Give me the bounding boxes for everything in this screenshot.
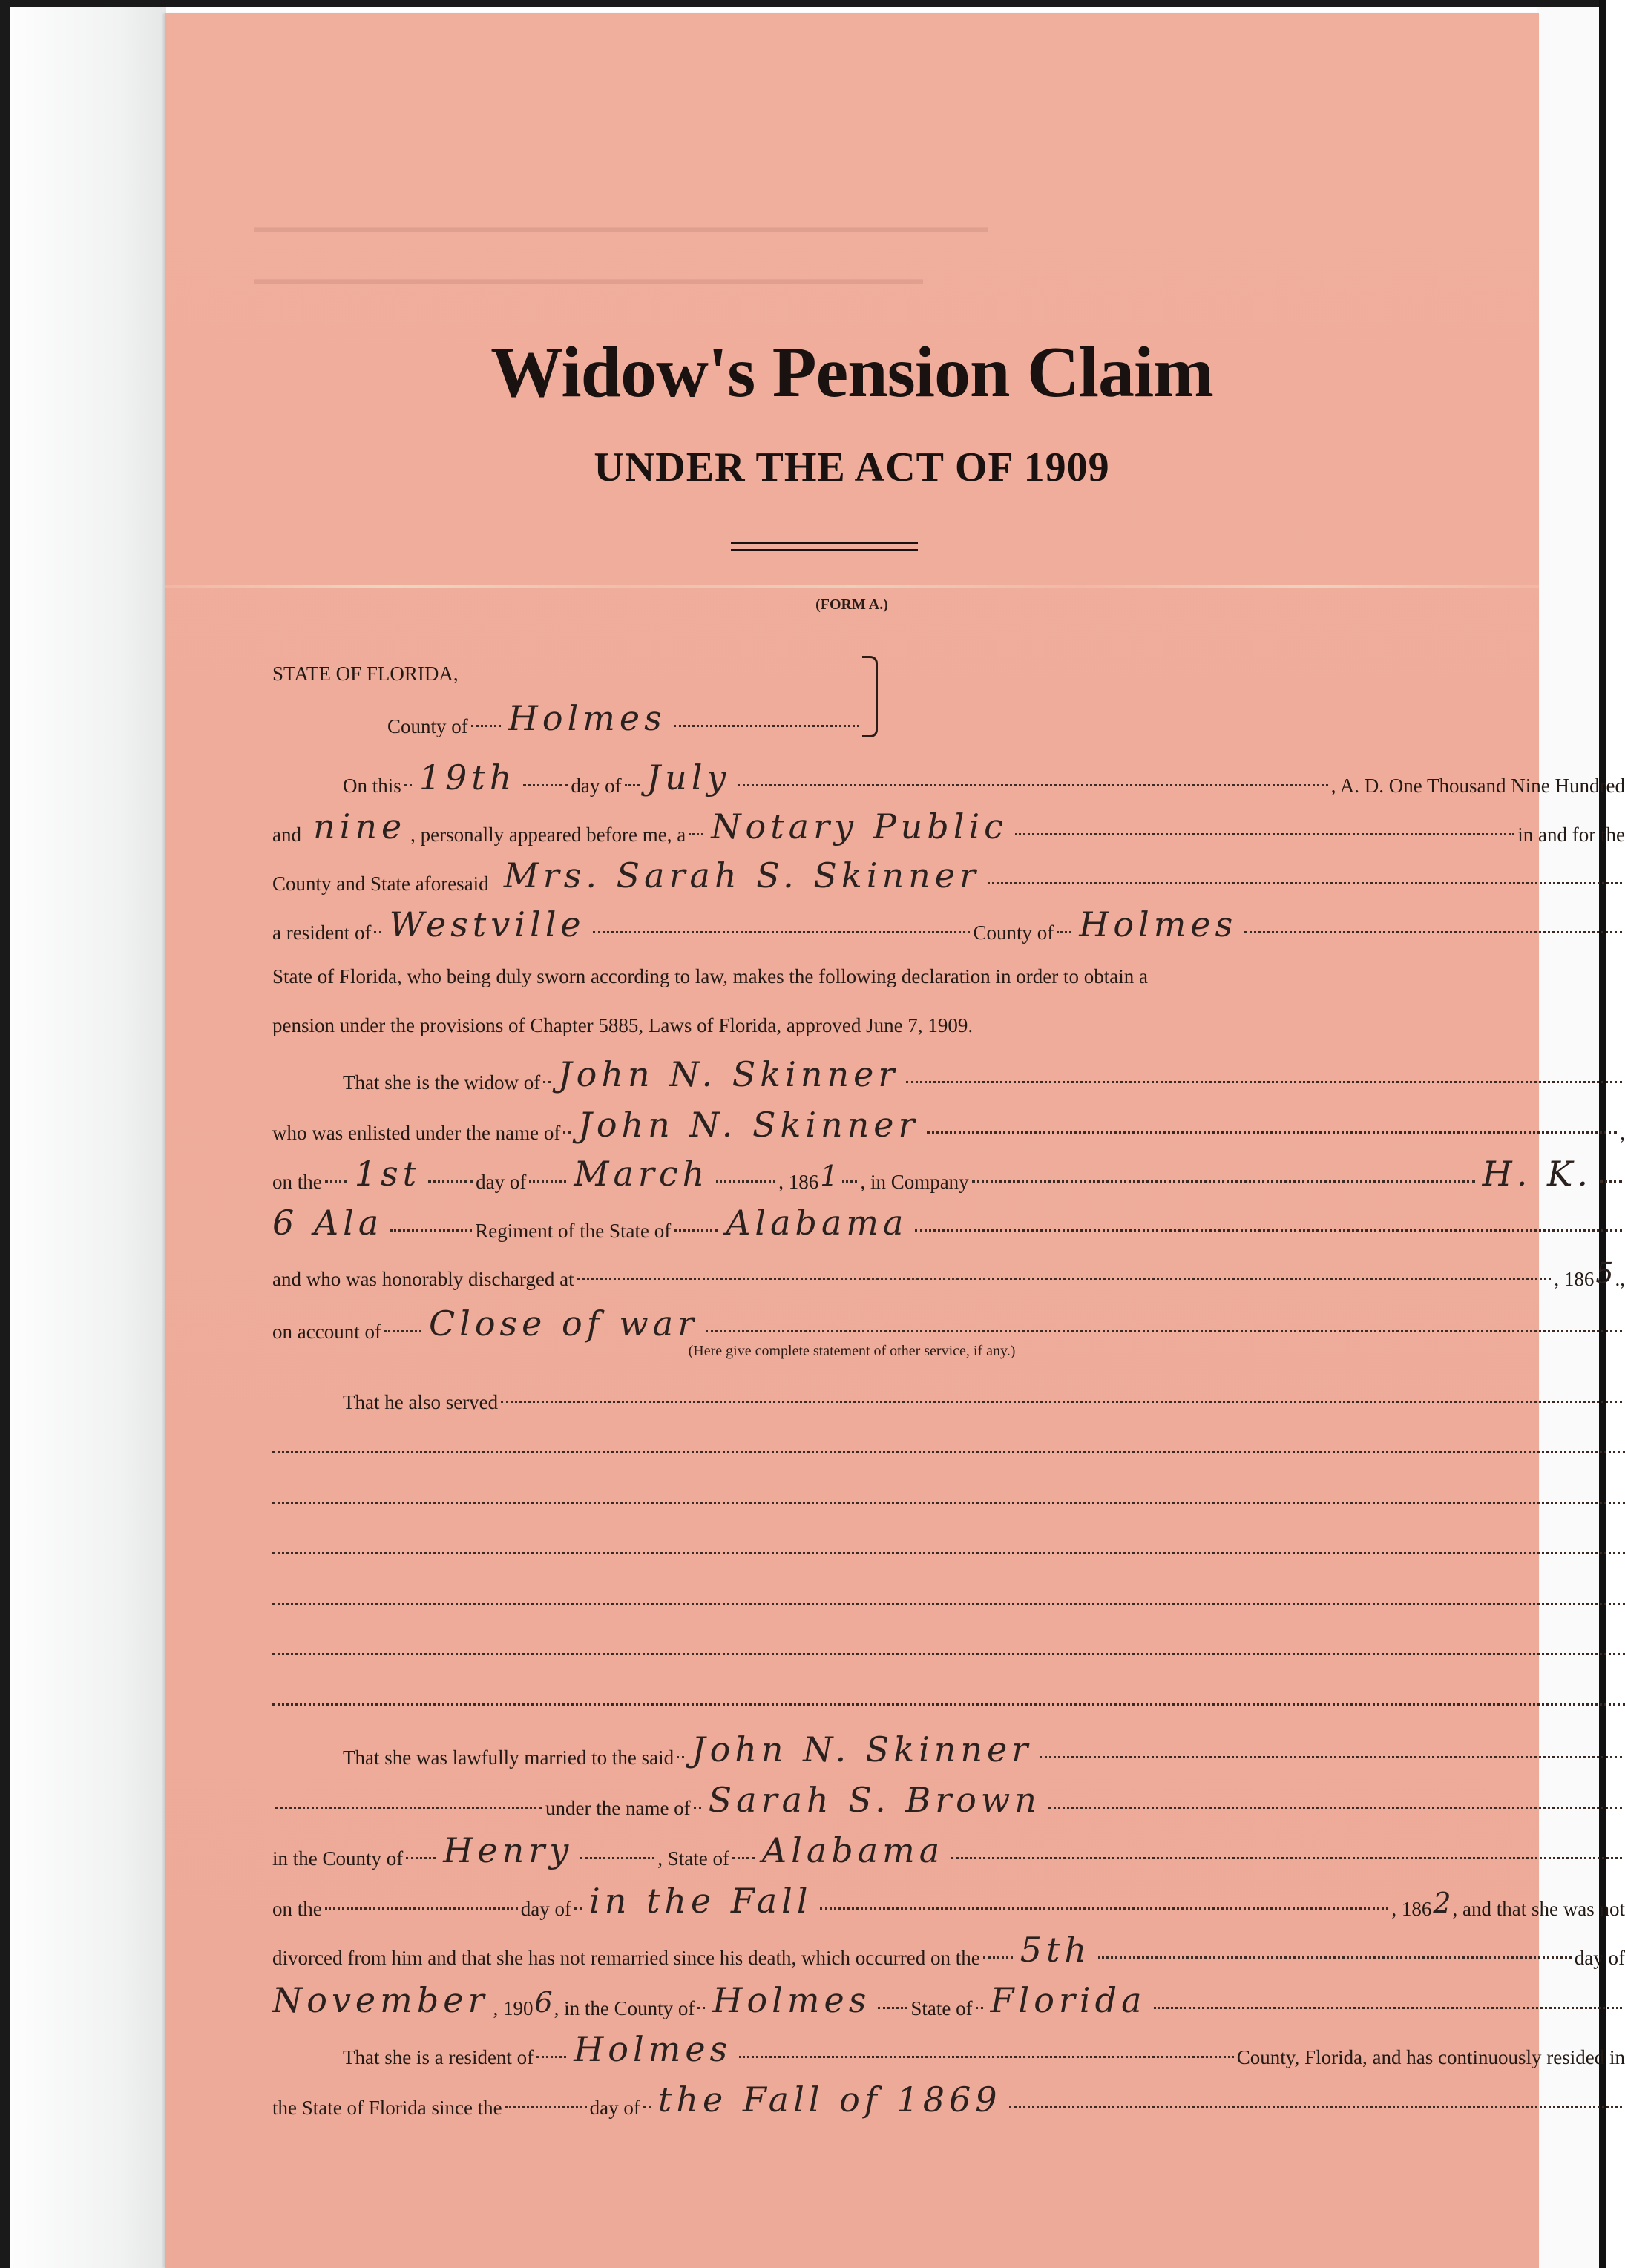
widow-line [343,1054,1625,1094]
husband-handwritten: John N. Skinner [558,1054,899,1094]
scan-top-edge [0,0,1606,7]
not-divorced-label: , and that she was not [1452,1898,1625,1920]
on-the-label-2: on the [272,1898,322,1920]
claimant-handwritten: Mrs. Sarah S. Skinner [503,855,980,895]
service-note: (Here give complete statement of other service, if any.) [688,1343,1016,1359]
divorce-line [272,1930,1625,1970]
service-blank-line-4 [272,1603,1625,1605]
appeared-line [272,806,1625,847]
since-line [272,2080,1625,2120]
resident-of-label: a resident of [272,921,372,944]
enlist-day-handwritten: 1st [354,1154,421,1194]
since-handwritten: the Fall of 1869 [657,2080,1002,2120]
service-blank-line-1 [272,1451,1625,1453]
town-handwritten: Westville [389,904,585,944]
since-day-of-label: day of [589,2097,640,2119]
enlist-month-handwritten: March [574,1154,709,1194]
on-account-of-label: on account of [272,1321,381,1343]
declaration-line-1: State of Florida, who being duly sworn according to law, makes the following declaration in order to obtain a [272,965,1148,987]
enlist-day-of-label: day of [476,1171,527,1193]
death-state-of-label: State of [910,1997,973,2019]
enlist-year-handwritten: 1 [820,1160,838,1192]
enlisted-name-handwritten: John N. Skinner [578,1105,919,1145]
scan-left-edge [0,0,10,2268]
discharge-line: and who was honorably discharged at , 186 5 ., [272,1260,1625,1292]
day-handwritten: 19th [418,757,516,798]
form-subtitle: UNDER THE ACT OF 1909 [594,444,1110,490]
resident-county-handwritten: Holmes [574,2029,732,2069]
regiment-of-state-label: Regiment of the State of [475,1220,672,1242]
death-day-of-label: day of [1574,1947,1625,1969]
under-name-of-label: under the name of [545,1797,691,1819]
marriage-year-prefix: , 186 [1391,1898,1432,1920]
service-blank-line-5 [272,1653,1625,1655]
residence-line [272,904,1625,944]
company-handwritten: H. K. [1482,1154,1592,1194]
state-header-line [272,657,792,690]
state-of-label: , State of [657,1847,729,1870]
pension-form-sheet [165,13,1625,2268]
divorce-text: divorced from him and that she has not remarried since his death, which occurred on the [272,1947,980,1969]
marriage-line [343,1729,1625,1769]
married-husband-handwritten: John N. Skinner [692,1729,1033,1769]
bleed-through-text: ▬▬▬▬▬▬▬▬▬▬▬▬▬▬▬▬▬▬▬▬▬▬▬▬▬▬▬▬▬▬▬▬▬▬▬▬▬▬▬▬▬▬▬▬▬ [254,217,988,236]
death-line [272,1980,1625,2020]
service-blank-line-3 [272,1552,1625,1554]
state-header: STATE OF FLORIDA, [272,663,459,685]
enlistment-date-line [272,1154,1625,1194]
fold-crease [165,585,1539,588]
discharge-year-handwritten: 5 [1595,1257,1614,1289]
maiden-name-handwritten: Sarah S. Brown [708,1780,1041,1820]
discharge-year-prefix: , 186 [1554,1268,1595,1290]
also-served-line [343,1386,1625,1419]
regiment-line [272,1203,1625,1243]
death-month-handwritten: November [272,1980,489,2020]
marriage-day-of-label: day of [520,1898,571,1920]
account-line [272,1304,1625,1344]
form-title: Widow's Pension Claim [490,332,1213,412]
widow-of-label: That she is the widow of [343,1071,541,1094]
discharge-reason-handwritten: Close of war [428,1304,699,1344]
in-and-for-label: in and for the [1517,824,1625,846]
county-of-label: County of [973,921,1054,944]
enlist-year-prefix: , 186 [778,1171,819,1193]
death-in-county-label: , in the County of [554,1997,695,2019]
service-blank-line-2 [272,1502,1625,1504]
resided-text: County, Florida, and has continuously resided in [1236,2046,1625,2068]
title-rule-top [731,542,918,544]
day-of-label: day of [571,775,622,797]
county-brace [862,656,878,737]
residency-line [343,2029,1625,2069]
in-county-of-label: in the County of [272,1847,404,1870]
year-handwritten: nine [312,806,407,847]
service-blank-line-6 [272,1703,1625,1706]
declaration-line-2: pension under the provisions of Chapter 5885, Laws of Florida, approved June 7, 1909. [272,1014,974,1036]
since-text: the State of Florida since the [272,2097,502,2119]
enlisted-under-label: who was enlisted under the name of [272,1122,561,1144]
enlisted-line: who was enlisted under the name of John N. Skinner , [272,1111,1625,1144]
marriage-county-handwritten: Henry [443,1830,574,1870]
death-county-handwritten: Holmes [712,1980,871,2020]
marriage-place-line [272,1830,1625,1870]
county-prefix: County of [387,715,468,737]
resident-clause-label: That she is a resident of [343,2046,534,2068]
county-line [387,698,862,738]
county-state-aforesaid-label: County and State aforesaid [272,872,489,895]
claimant-line [272,855,1625,895]
regiment-handwritten: 6 Ala [272,1203,384,1243]
on-this-label: On this [343,775,401,797]
death-year-handwritten: 6 [534,1986,553,2019]
officer-handwritten: Notary Public [711,806,1008,847]
month-handwritten: July [646,757,731,798]
form-label: (FORM A.) [815,596,888,613]
death-state-handwritten: Florida [990,1980,1146,2020]
death-year-prefix: , 190 [493,1997,534,2019]
also-served-label: That he also served [343,1391,499,1413]
death-day-handwritten: 5th [1020,1930,1091,1970]
on-the-label: on the [272,1171,322,1193]
regiment-state-handwritten: Alabama [726,1203,908,1243]
marriage-year-handwritten: 2 [1433,1887,1451,1919]
in-company-label: , in Company [860,1171,969,1193]
discharged-at-label: and who was honorably discharged at [272,1268,574,1290]
married-to-label: That she was lawfully married to the said [343,1746,674,1769]
county-handwritten: Holmes [508,698,666,738]
personally-label: , personally appeared before me, a [410,824,686,846]
title-rule-bottom [731,549,918,551]
bleed-through-text: ▬▬▬▬▬▬▬▬▬▬▬▬▬▬▬▬▬▬▬▬▬▬▬▬▬▬▬▬▬▬▬▬▬▬▬▬▬▬▬▬▬ [254,269,923,288]
ad-text: , A. D. One Thousand Nine Hundred [1330,775,1625,797]
maiden-name-line [272,1780,1625,1820]
marriage-time-handwritten: in the Fall [588,1881,812,1921]
and-label: and [272,824,301,846]
scan-backing-left [10,7,166,2268]
marriage-date-line [272,1881,1625,1921]
county2-handwritten: Holmes [1079,904,1238,944]
date-line [343,757,1625,798]
marriage-state-handwritten: Alabama [761,1830,945,1870]
